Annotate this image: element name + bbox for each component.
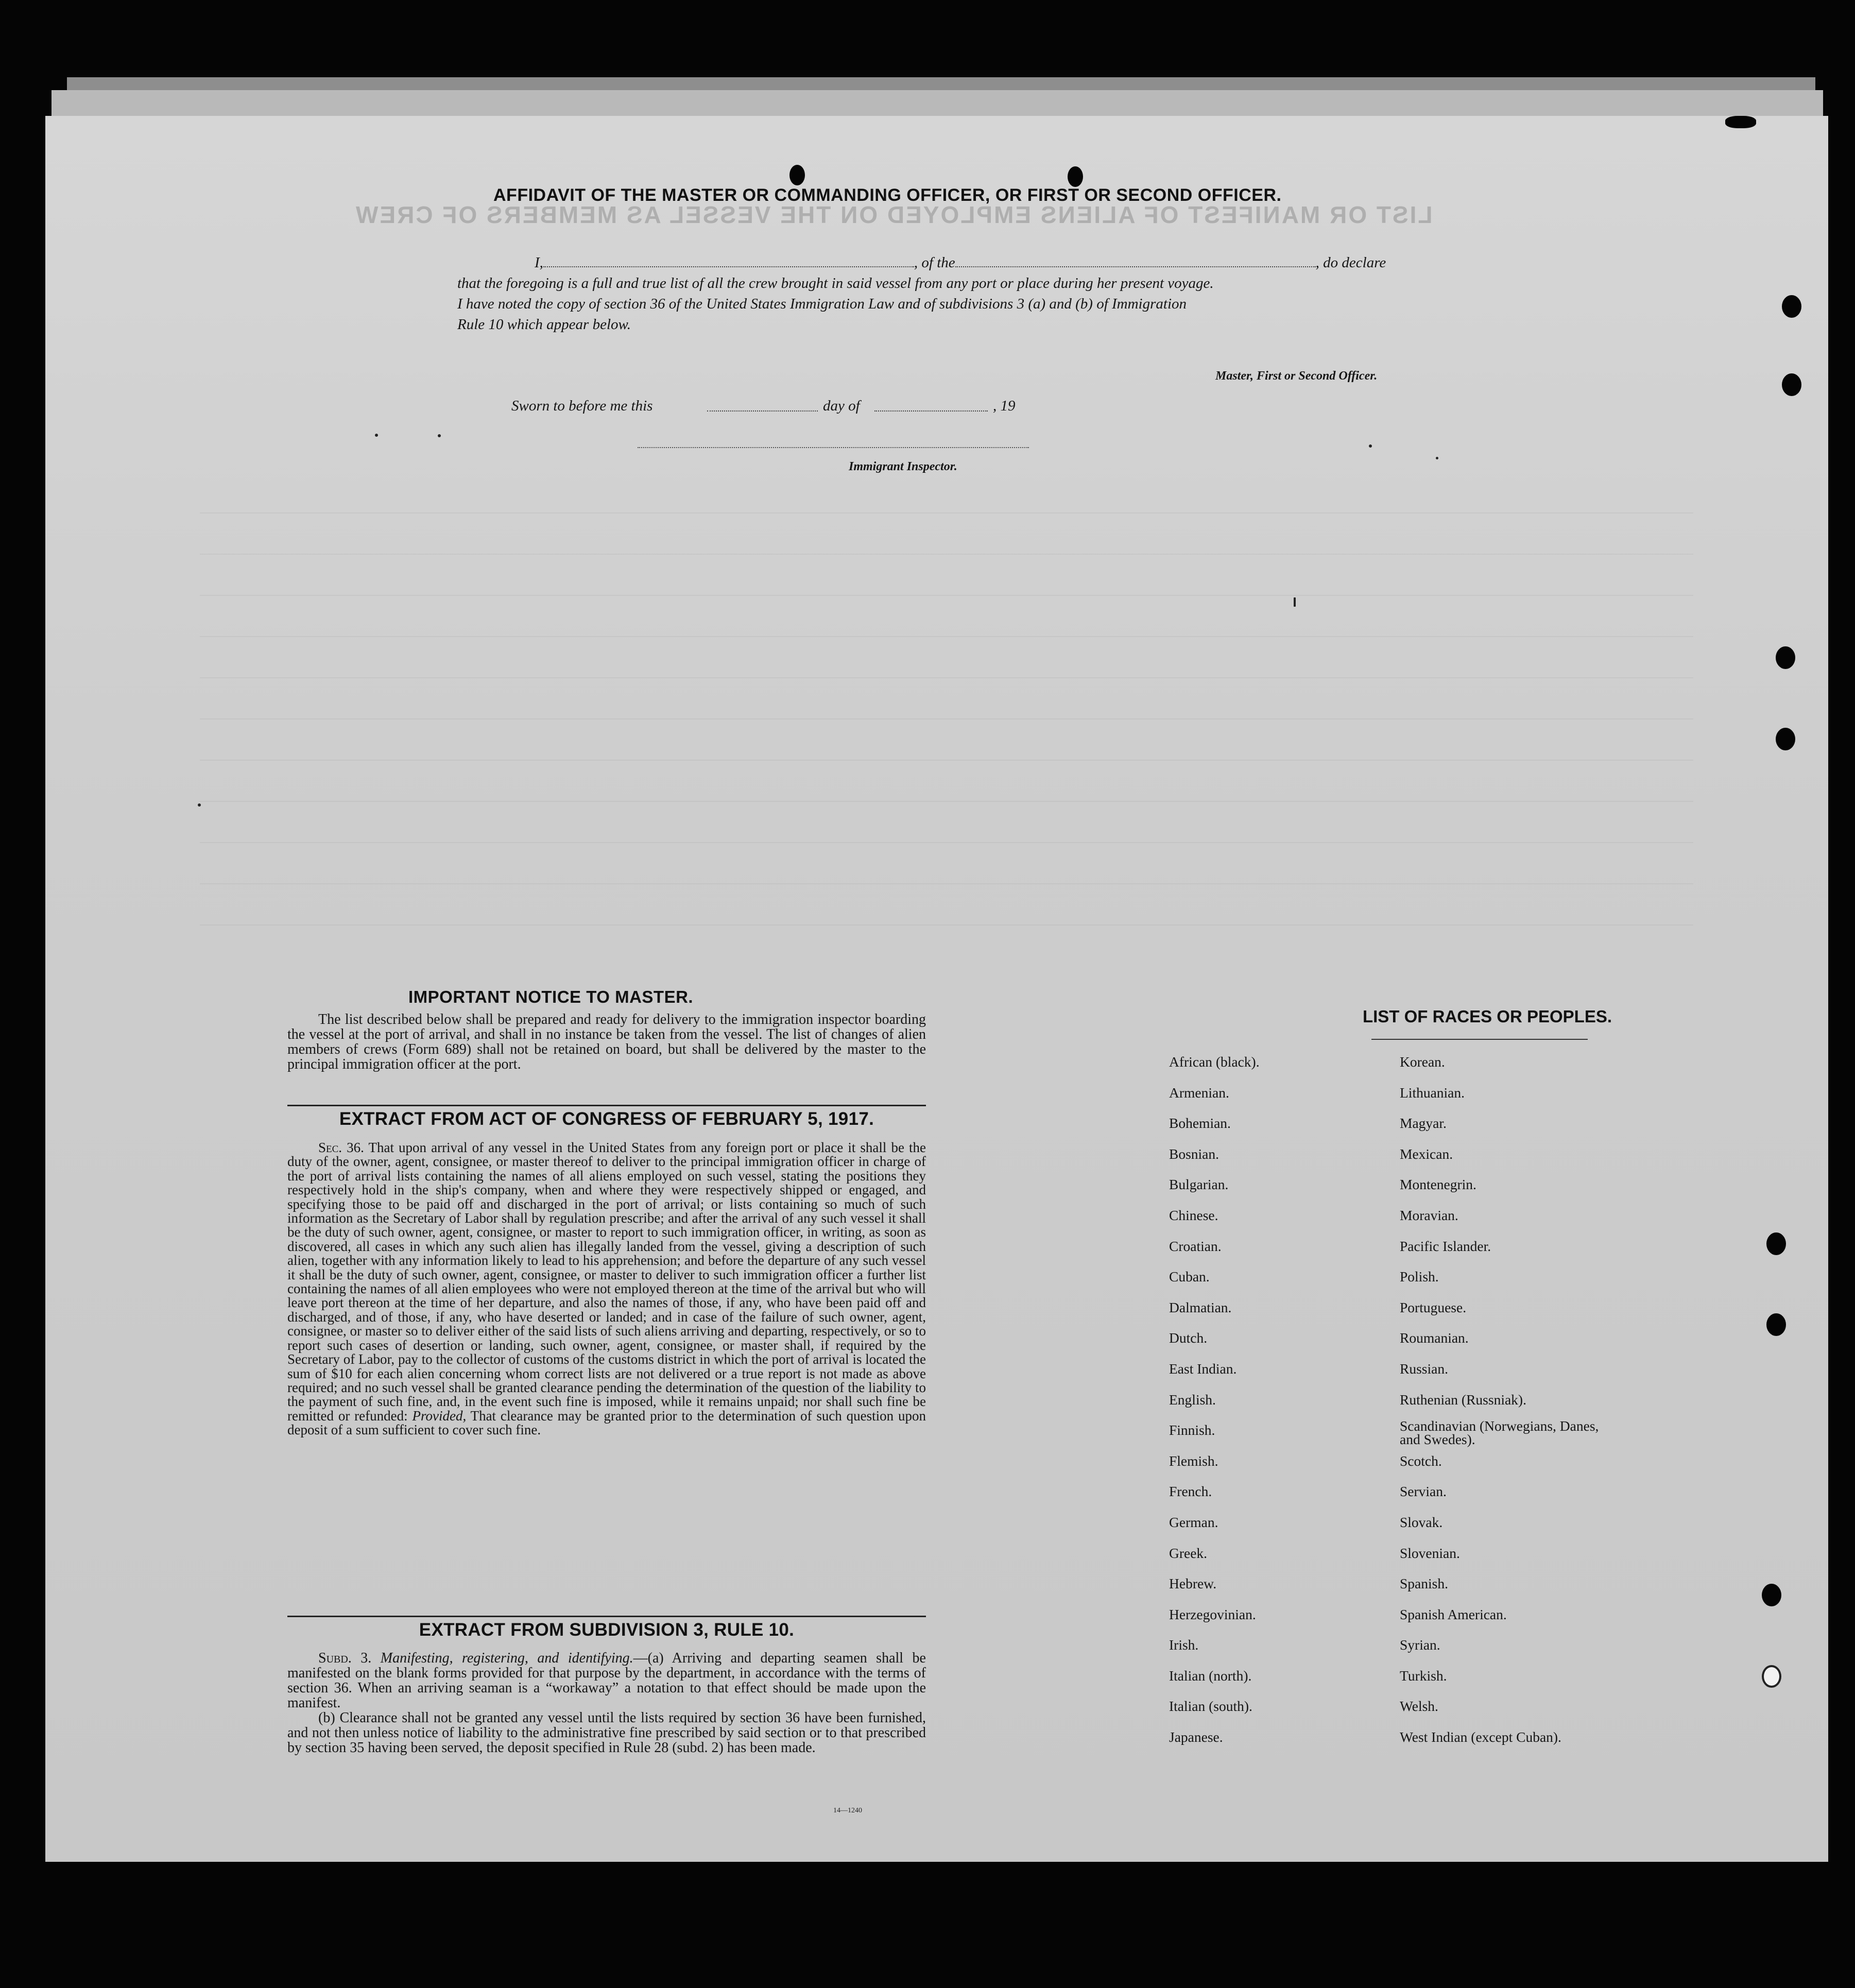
race-item: Italian (south). xyxy=(1169,1698,1252,1715)
race-item: Slovenian. xyxy=(1400,1545,1460,1561)
races-column-right xyxy=(1400,1054,1668,1760)
speck xyxy=(375,434,378,437)
sworn-text: Sworn to before me this xyxy=(511,398,653,414)
signature-label: Master, First or Second Officer. xyxy=(1215,369,1378,383)
affidavit-body xyxy=(457,252,1513,335)
punch-hole xyxy=(1725,116,1756,128)
rule-extract-title xyxy=(287,1620,926,1640)
race-item: Turkish. xyxy=(1400,1667,1447,1684)
race-item: East Indian. xyxy=(1169,1360,1237,1377)
race-item: Italian (north). xyxy=(1169,1667,1252,1684)
bleed-rule xyxy=(200,512,1693,513)
speck xyxy=(1294,597,1296,607)
act-extract-title xyxy=(287,1109,926,1129)
speck xyxy=(438,434,441,437)
inspector-label: Immigrant Inspector. xyxy=(849,460,957,473)
race-item: Greek. xyxy=(1169,1545,1208,1561)
rule-extract-title-text: EXTRACT FROM SUBDIVISION 3, RULE 10. xyxy=(419,1620,795,1640)
bleed-through-title: LIST OR MANIFEST OF ALIENS EMPLOYED ON THE VESSEL AS MEMBERS OF CREW xyxy=(354,201,1433,228)
act-extract-title-text: EXTRACT FROM ACT OF CONGRESS OF FEBRUARY 5, 1917. xyxy=(339,1109,874,1129)
punch-hole xyxy=(1762,1665,1781,1688)
race-item: English. xyxy=(1169,1391,1216,1408)
race-item: Portuguese. xyxy=(1400,1299,1467,1315)
bleed-rule xyxy=(200,718,1693,719)
race-item: Cuban. xyxy=(1169,1269,1210,1285)
bleed-rule xyxy=(200,842,1693,843)
bleed-rule xyxy=(200,595,1693,596)
race-item: Dalmatian. xyxy=(1169,1299,1232,1315)
race-item: Scandinavian (Norwegians, Danes, and Swedes). xyxy=(1400,1418,1599,1448)
bleed-rule xyxy=(200,760,1693,761)
punch-hole xyxy=(1782,373,1801,396)
speck xyxy=(1369,444,1372,448)
vessel-name-field[interactable] xyxy=(955,266,1316,267)
races-column-left xyxy=(1169,1054,1437,1760)
punch-hole xyxy=(1766,1232,1786,1255)
bleed-rule xyxy=(200,883,1693,884)
proviso-word: Provided, xyxy=(412,1408,467,1424)
section-label: Sec. 36. xyxy=(318,1140,364,1155)
bleed-rule xyxy=(200,677,1693,678)
year-prefix: , 19 xyxy=(993,398,1016,414)
race-item: Armenian. xyxy=(1169,1084,1229,1101)
race-item: Dutch. xyxy=(1169,1330,1208,1346)
race-item: Flemish. xyxy=(1169,1452,1218,1469)
race-item: Moravian. xyxy=(1400,1207,1458,1223)
vessel-prefix: , of the xyxy=(914,254,955,271)
section-body: That upon arrival of any vessel in the United States from any foreign port or place it shall be the duty of the owner, agent, consignee, or master thereof to deliver to the principal immigration officer in charge of the port of arrival lists containing the names of all aliens employed on such vessel, stating the positions they respectively hold in the ship's company, when and where they were respectively shipped or engaged, and specifying those to be paid off and discharged in the port of arrival; or lists containing so much of such information as the Secretary of Labor shall by regulation prescribe; and after the arrival of any such vessel it shall be the duty of such owner, agent, consignee, or master to report to such immigration officer, in writing, as soon as discovered, all cases in which any such alien has illegally landed from the vessel, giving a description of such alien, together with any information likely to lead to his apprehension; and before the departure of any such vessel it shall be the duty of such owner, agent, consignee, or master to deliver to such immigration officer a further list containing the names of all alien employees who were not employed thereon at the time of the arrival but who will leave port thereon at the time of her departure, and also the names of those, if any, who have been paid off and discharged, and of those, if any, who have deserted or landed; and in case of the failure of such owner, agent, consignee, or master so to deliver either of the said lists of such aliens arriving and departing, respectively, or so to report such cases of desertion or landing, such owner, agent, consignee, or master shall, if required by the Secretary of Labor, pay to the collector of customs of the customs district in which the port of arrival is located the sum of $10 for each alien concerning whom correct lists are not delivered or a true report is not made as above required; and no such vessel shall be granted clearance pending the determination of the question of the liability to the payment of such fine, and, in the event such fine is imposed, while it remains unpaid; nor shall such fine be remitted or refunded: xyxy=(287,1140,926,1424)
race-item: Montenegrin. xyxy=(1400,1176,1476,1193)
punch-hole xyxy=(789,165,805,185)
section-rule xyxy=(287,1105,926,1106)
race-item: African (black). xyxy=(1169,1054,1260,1070)
declaration-statement: that the foregoing is a full and true list of all the crew brought in said vessel from any port or place during her present voyage. xyxy=(457,275,1214,292)
race-item: Roumanian. xyxy=(1400,1330,1469,1346)
subdivision-label: Subd. 3. xyxy=(318,1650,372,1666)
subdivision-text xyxy=(287,1651,926,1755)
speck xyxy=(198,803,201,807)
declaration-statement: Rule 10 which appear below. xyxy=(457,316,631,333)
race-item: Syrian. xyxy=(1400,1637,1440,1653)
inspector-signature-field[interactable] xyxy=(638,447,1029,448)
race-item: Irish. xyxy=(1169,1637,1199,1653)
race-item: Polish. xyxy=(1400,1269,1439,1285)
race-item: Mexican. xyxy=(1400,1145,1453,1162)
race-item: Russian. xyxy=(1400,1360,1448,1377)
race-item: West Indian (except Cuban). xyxy=(1400,1729,1561,1745)
race-item: Japanese. xyxy=(1169,1729,1223,1745)
day-of-text: day of xyxy=(823,398,860,414)
race-item: Lithuanian. xyxy=(1400,1084,1465,1101)
race-item: Bosnian. xyxy=(1169,1145,1220,1162)
section-36-text xyxy=(287,1141,926,1437)
race-item: Chinese. xyxy=(1169,1207,1218,1223)
notice-body: The list described below shall be prepared and ready for delivery to the immigration inspector boarding the vessel at the port of arrival, and shall in no instance be taken from the vessel. The list of changes of alien members of crews (Form 689) shall not be retained on board, but shall be delivered by the master to the principal immigration officer at the port. xyxy=(287,1012,926,1072)
race-item: Herzegovinian. xyxy=(1169,1606,1256,1622)
proviso-text: That clearance may be granted prior to the determination of such question upon deposit of a sum sufficient to cover such fine. xyxy=(287,1408,926,1438)
punch-hole xyxy=(1776,646,1795,669)
sworn-day-field[interactable] xyxy=(707,410,818,412)
race-item: Spanish. xyxy=(1400,1575,1448,1592)
bleed-rule xyxy=(200,636,1693,637)
race-item: Hebrew. xyxy=(1169,1575,1217,1592)
race-item: Magyar. xyxy=(1400,1115,1447,1132)
race-item: Spanish American. xyxy=(1400,1606,1507,1622)
punch-hole xyxy=(1776,728,1795,750)
races-title: LIST OF RACES OR PEOPLES. xyxy=(1362,1007,1612,1026)
subdivision-para-a: —(a) Arriving and departing seamen shall be manifested on the blank forms provided for that purpose by the department, in accordance with the terms of section 36. When an arriving seaman is a “workaway” a notation to that effect should be made upon the manifest. xyxy=(287,1650,926,1711)
subdivision-para-b: (b) Clearance shall not be granted any vessel until the lists required by section 36 have been furnished, and not then unless notice of liability to the administrative fine prescribed by said section or to that prescribed by section 35 having been served, the deposit specified in Rule 28 (subd. 2) has been made. xyxy=(287,1710,926,1756)
section-rule xyxy=(287,1616,926,1617)
race-item: German. xyxy=(1169,1514,1218,1530)
declarant-name-field[interactable] xyxy=(543,266,914,267)
notice-title: IMPORTANT NOTICE TO MASTER. xyxy=(408,987,694,1006)
speck xyxy=(1436,457,1438,459)
race-item: Croatian. xyxy=(1169,1238,1222,1254)
race-item: Bulgarian. xyxy=(1169,1176,1229,1193)
race-item: Scotch. xyxy=(1400,1452,1442,1469)
bleed-rule xyxy=(200,554,1693,555)
sworn-month-field[interactable] xyxy=(874,410,988,412)
race-item: Pacific Islander. xyxy=(1400,1238,1491,1254)
bleed-rule xyxy=(200,924,1693,926)
subdivision-heading: Manifesting, registering, and identifying. xyxy=(380,1650,633,1666)
punch-hole xyxy=(1068,166,1083,187)
bleed-rule xyxy=(200,801,1693,802)
race-item: Servian. xyxy=(1400,1483,1447,1500)
declare-suffix: , do declare xyxy=(1315,254,1386,271)
race-item: Bohemian. xyxy=(1169,1115,1231,1132)
punch-hole xyxy=(1766,1313,1786,1336)
affidavit-title: AFFIDAVIT OF THE MASTER OR COMMANDING OFFICER, OR FIRST OR SECOND OFFICER. xyxy=(493,185,1282,205)
declaration-line xyxy=(457,252,1513,273)
punch-hole xyxy=(1782,295,1801,318)
form-number: 14—1240 xyxy=(833,1807,862,1814)
declaration-statement: I have noted the copy of section 36 of the United States Immigration Law and of subdivisions 3 (a) and (b) of Immigration xyxy=(457,296,1187,312)
race-item: French. xyxy=(1169,1483,1212,1500)
punch-hole xyxy=(1762,1584,1781,1606)
race-item: Ruthenian (Russniak). xyxy=(1400,1391,1526,1408)
race-item: Korean. xyxy=(1400,1054,1445,1070)
document-page xyxy=(45,116,1828,1862)
race-item: Slovak. xyxy=(1400,1514,1443,1530)
declarant-prefix: I, xyxy=(535,254,543,271)
race-item: Welsh. xyxy=(1400,1698,1438,1715)
races-rule xyxy=(1371,1039,1588,1040)
race-item: Finnish. xyxy=(1169,1422,1215,1438)
